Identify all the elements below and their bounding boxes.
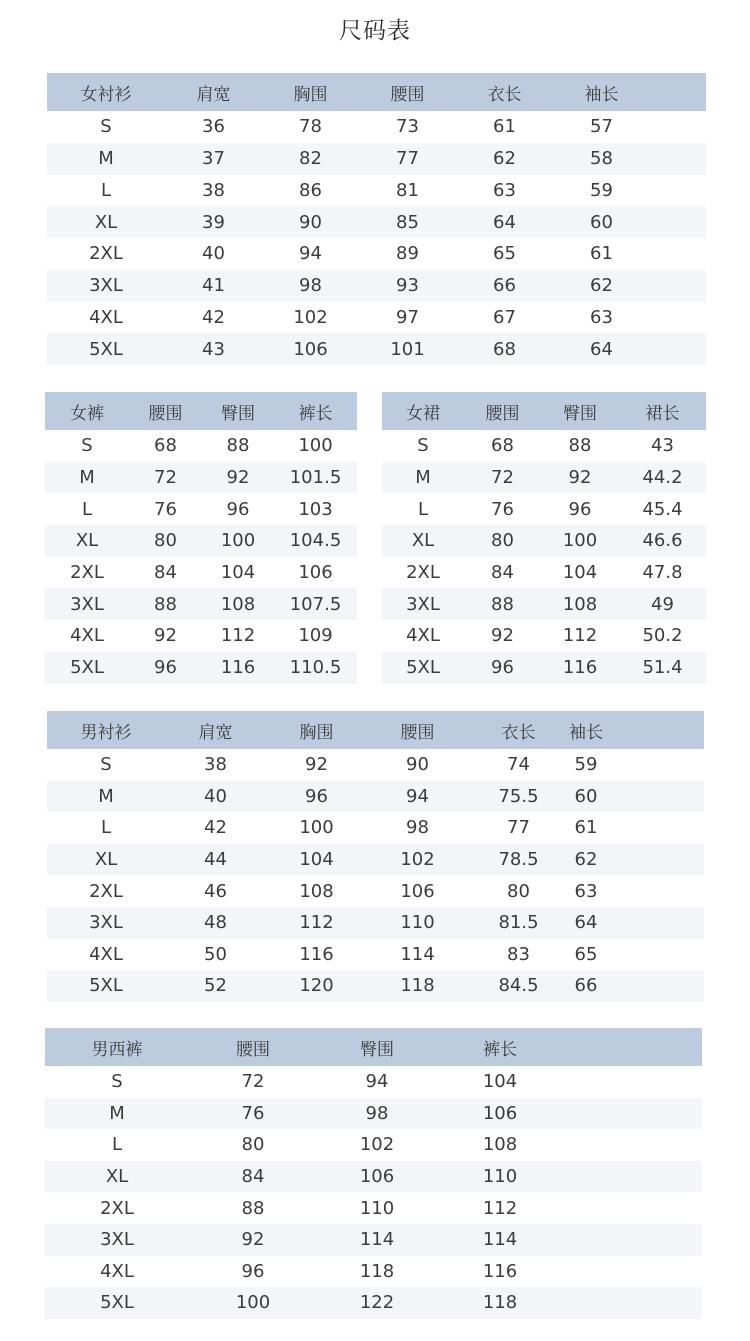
header-cell: 衣长	[487, 84, 522, 105]
measurement-cell: 106	[482, 1102, 518, 1124]
measurement-cell: 96	[568, 498, 592, 520]
measurement-cell: 72	[491, 467, 514, 489]
measurement-cell: 88	[568, 435, 592, 457]
size-cell: 4XL	[70, 625, 104, 647]
table-row	[382, 620, 706, 652]
size-cell: 3XL	[70, 593, 104, 615]
measurement-cell: 92	[305, 754, 328, 776]
table-row	[47, 875, 704, 907]
measurement-cell: 38	[204, 754, 227, 776]
measurement-cell: 40	[204, 785, 227, 807]
measurement-cell: 118	[400, 975, 435, 997]
measurement-cell: 116	[299, 943, 334, 965]
measurement-cell: 100	[220, 530, 256, 552]
mens-shirt-size-table	[47, 711, 704, 1002]
header-cell: 臀围	[221, 403, 255, 424]
table-row	[45, 1224, 702, 1256]
measurement-cell: 82	[299, 148, 322, 170]
header-cell: 袖长	[584, 84, 619, 105]
measurement-cell: 80	[241, 1134, 265, 1156]
measurement-cell: 84	[491, 562, 514, 584]
measurement-cell: 59	[574, 754, 598, 776]
measurement-cell: 89	[396, 243, 419, 265]
womens-shirt-size-table	[47, 73, 706, 365]
measurement-cell: 112	[562, 625, 598, 647]
table-row	[382, 557, 706, 589]
measurement-cell: 92	[154, 625, 177, 647]
measurement-cell: 58	[590, 148, 613, 170]
header-cell: 裤长	[298, 403, 333, 424]
measurement-cell: 114	[482, 1229, 518, 1251]
size-cell: 4XL	[100, 1260, 134, 1282]
measurement-cell: 76	[154, 498, 177, 520]
measurement-cell: 100	[299, 817, 334, 839]
measurement-cell: 76	[241, 1102, 265, 1124]
header-cell: 女衬衫	[80, 84, 132, 105]
header-cell: 裙长	[645, 403, 680, 424]
table-row	[47, 844, 704, 876]
table-row	[47, 907, 704, 939]
measurement-cell: 61	[590, 243, 613, 265]
header-cell: 裤长	[483, 1039, 517, 1060]
table-row	[382, 525, 706, 557]
measurement-cell: 92	[491, 625, 514, 647]
measurement-cell: 108	[482, 1134, 518, 1156]
measurement-cell: 98	[299, 275, 322, 297]
measurement-cell: 76	[491, 498, 514, 520]
measurement-cell: 65	[574, 943, 598, 965]
measurement-cell: 112	[220, 625, 256, 647]
table-row	[45, 588, 357, 620]
measurement-cell: 114	[400, 943, 435, 965]
table-row	[45, 493, 357, 525]
measurement-cell: 62	[590, 275, 613, 297]
table-row	[382, 588, 706, 620]
measurement-cell: 107.5	[289, 593, 342, 615]
size-cell: 3XL	[100, 1229, 134, 1251]
measurement-cell: 106	[298, 562, 333, 584]
measurement-cell: 57	[590, 116, 613, 138]
size-cell: 4XL	[89, 943, 123, 965]
size-cell: M	[415, 467, 431, 489]
measurement-cell: 96	[154, 657, 177, 679]
measurement-cell: 116	[220, 657, 256, 679]
measurement-cell: 108	[299, 880, 334, 902]
size-cell: XL	[94, 849, 118, 871]
size-cell: 4XL	[406, 625, 440, 647]
measurement-cell: 90	[299, 211, 322, 233]
measurement-cell: 108	[220, 593, 256, 615]
measurement-cell: 68	[491, 435, 514, 457]
table-row	[45, 1192, 702, 1224]
measurement-cell: 62	[493, 148, 516, 170]
measurement-cell: 122	[359, 1292, 395, 1314]
table-row	[382, 462, 706, 494]
size-cell: 3XL	[89, 275, 123, 297]
measurement-cell: 84.5	[498, 975, 539, 997]
measurement-cell: 60	[574, 785, 598, 807]
measurement-cell: 103	[298, 498, 333, 520]
measurement-cell: 83	[507, 943, 530, 965]
size-cell: S	[100, 116, 112, 138]
table-row	[47, 749, 704, 781]
measurement-cell: 93	[396, 275, 419, 297]
measurement-cell: 66	[574, 975, 598, 997]
table-row	[47, 781, 704, 813]
measurement-cell: 109	[298, 625, 333, 647]
header-cell: 肩宽	[196, 84, 231, 105]
measurement-cell: 72	[241, 1071, 265, 1093]
table-header	[47, 711, 704, 749]
size-cell: 5XL	[70, 657, 104, 679]
size-cell: L	[111, 1134, 123, 1156]
size-cell: S	[111, 1071, 123, 1093]
header-cell: 男西裤	[91, 1039, 143, 1060]
size-cell: M	[109, 1102, 125, 1124]
measurement-cell: 116	[562, 657, 598, 679]
measurement-cell: 100	[235, 1292, 271, 1314]
measurement-cell: 118	[359, 1260, 395, 1282]
measurement-cell: 74	[507, 754, 530, 776]
header-cell: 臀围	[563, 403, 597, 424]
size-cell: L	[100, 179, 112, 201]
header-cell: 男衬衫	[80, 722, 132, 743]
measurement-cell: 36	[202, 116, 225, 138]
measurement-cell: 38	[202, 179, 225, 201]
measurement-cell: 62	[574, 849, 598, 871]
measurement-cell: 94	[406, 785, 429, 807]
measurement-cell: 88	[154, 593, 177, 615]
measurement-cell: 64	[493, 211, 516, 233]
table-row	[47, 970, 704, 1002]
measurement-cell: 92	[568, 467, 592, 489]
measurement-cell: 60	[590, 211, 613, 233]
measurement-cell: 42	[202, 306, 225, 328]
table-row	[382, 652, 706, 684]
header-cell: 肩宽	[198, 722, 233, 743]
header-cell: 腰围	[236, 1039, 270, 1060]
table-row	[47, 175, 706, 207]
measurement-cell: 68	[154, 435, 177, 457]
size-cell: L	[81, 498, 93, 520]
measurement-cell: 61	[493, 116, 516, 138]
table-row	[45, 557, 357, 589]
measurement-cell: 94	[299, 243, 322, 265]
measurement-cell: 50	[204, 943, 227, 965]
measurement-cell: 94	[365, 1071, 389, 1093]
measurement-cell: 73	[396, 116, 419, 138]
size-cell: S	[100, 754, 112, 776]
womens-skirt-size-table	[382, 392, 706, 684]
measurement-cell: 81	[396, 179, 419, 201]
measurement-cell: 112	[482, 1197, 518, 1219]
measurement-cell: 110	[359, 1197, 395, 1219]
measurement-cell: 110.5	[289, 657, 342, 679]
measurement-cell: 43	[651, 435, 674, 457]
measurement-cell: 106	[359, 1166, 395, 1188]
size-cell: XL	[94, 211, 118, 233]
size-cell: M	[79, 467, 95, 489]
measurement-cell: 98	[365, 1102, 389, 1124]
table-header	[45, 1028, 702, 1066]
table-row	[382, 493, 706, 525]
measurement-cell: 102	[400, 849, 435, 871]
size-cell: 5XL	[89, 975, 123, 997]
measurement-cell: 63	[574, 880, 598, 902]
size-cell: S	[81, 435, 93, 457]
table-row	[45, 1129, 702, 1161]
table-row	[47, 206, 706, 238]
measurement-cell: 46.6	[642, 530, 683, 552]
measurement-cell: 47.8	[642, 562, 683, 584]
measurement-cell: 40	[202, 243, 225, 265]
measurement-cell: 84	[154, 562, 177, 584]
table-row	[45, 620, 357, 652]
measurement-cell: 67	[493, 306, 516, 328]
table-row	[45, 1066, 702, 1098]
header-cell: 袖长	[569, 722, 603, 743]
size-cell: 5XL	[89, 338, 123, 360]
header-cell: 腰围	[400, 722, 435, 743]
measurement-cell: 98	[406, 817, 429, 839]
size-cell: 5XL	[406, 657, 440, 679]
size-cell: XL	[411, 530, 435, 552]
table-row	[47, 333, 706, 365]
measurement-cell: 88	[226, 435, 250, 457]
measurement-cell: 75.5	[498, 785, 539, 807]
measurement-cell: 63	[590, 306, 613, 328]
table-row	[45, 525, 357, 557]
measurement-cell: 112	[299, 912, 334, 934]
header-cell: 女裙	[406, 403, 440, 424]
measurement-cell: 88	[241, 1197, 265, 1219]
measurement-cell: 77	[396, 148, 419, 170]
measurement-cell: 106	[400, 880, 435, 902]
measurement-cell: 96	[305, 785, 328, 807]
measurement-cell: 66	[493, 275, 516, 297]
measurement-cell: 110	[482, 1166, 518, 1188]
measurement-cell: 100	[298, 435, 333, 457]
measurement-cell: 43	[202, 338, 225, 360]
measurement-cell: 48	[204, 912, 227, 934]
measurement-cell: 80	[154, 530, 177, 552]
measurement-cell: 92	[226, 467, 250, 489]
size-cell: 4XL	[89, 306, 123, 328]
table-row	[47, 939, 704, 971]
measurement-cell: 65	[493, 243, 516, 265]
measurement-cell: 88	[491, 593, 514, 615]
header-cell: 衣长	[501, 722, 536, 743]
size-cell: L	[100, 817, 112, 839]
measurement-cell: 116	[482, 1260, 518, 1282]
measurement-cell: 100	[562, 530, 598, 552]
measurement-cell: 78	[299, 116, 322, 138]
table-row	[47, 111, 706, 143]
table-row	[45, 1098, 702, 1130]
measurement-cell: 120	[299, 975, 334, 997]
size-cell: L	[417, 498, 429, 520]
measurement-cell: 96	[226, 498, 250, 520]
page-title: 尺码表	[339, 18, 411, 44]
table-row	[45, 1287, 702, 1319]
mens-trousers-size-table	[45, 1028, 702, 1319]
measurement-cell: 104	[482, 1071, 518, 1093]
size-cell: 5XL	[100, 1292, 134, 1314]
measurement-cell: 39	[202, 211, 225, 233]
header-cell: 胸围	[299, 722, 334, 743]
size-cell: 3XL	[89, 912, 123, 934]
measurement-cell: 101.5	[289, 467, 342, 489]
header-cell: 女裤	[70, 403, 104, 424]
measurement-cell: 44.2	[642, 467, 683, 489]
measurement-cell: 80	[491, 530, 514, 552]
size-cell: 3XL	[406, 593, 440, 615]
table-row	[47, 143, 706, 175]
table-header	[47, 73, 706, 111]
measurement-cell: 80	[507, 880, 530, 902]
measurement-cell: 86	[299, 179, 322, 201]
table-row	[45, 1256, 702, 1288]
size-cell: 2XL	[89, 880, 123, 902]
table-row	[45, 652, 357, 684]
measurement-cell: 104	[299, 849, 334, 871]
size-cell: 2XL	[70, 562, 104, 584]
measurement-cell: 63	[493, 179, 516, 201]
measurement-cell: 114	[359, 1229, 395, 1251]
measurement-cell: 59	[590, 179, 613, 201]
size-cell: XL	[75, 530, 99, 552]
table-row	[47, 812, 704, 844]
measurement-cell: 102	[293, 306, 328, 328]
measurement-cell: 104.5	[289, 530, 342, 552]
size-cell: 2XL	[89, 243, 123, 265]
measurement-cell: 84	[241, 1166, 265, 1188]
measurement-cell: 110	[400, 912, 435, 934]
measurement-cell: 97	[396, 306, 419, 328]
table-header	[45, 392, 357, 430]
measurement-cell: 102	[359, 1134, 395, 1156]
measurement-cell: 50.2	[642, 625, 683, 647]
measurement-cell: 77	[507, 817, 530, 839]
table-row	[47, 302, 706, 334]
measurement-cell: 106	[293, 338, 328, 360]
measurement-cell: 104	[220, 562, 256, 584]
measurement-cell: 104	[562, 562, 598, 584]
measurement-cell: 108	[562, 593, 598, 615]
size-cell: M	[98, 148, 114, 170]
table-row	[45, 462, 357, 494]
measurement-cell: 49	[651, 593, 674, 615]
measurement-cell: 101	[390, 338, 425, 360]
header-cell: 腰围	[485, 403, 520, 424]
size-cell: XL	[105, 1166, 129, 1188]
measurement-cell: 90	[406, 754, 429, 776]
table-row	[382, 430, 706, 462]
measurement-cell: 92	[241, 1229, 265, 1251]
measurement-cell: 72	[154, 467, 177, 489]
table-row	[47, 270, 706, 302]
measurement-cell: 68	[493, 338, 516, 360]
size-cell: S	[417, 435, 429, 457]
measurement-cell: 78.5	[498, 849, 539, 871]
size-cell: 2XL	[100, 1197, 134, 1219]
measurement-cell: 64	[574, 912, 598, 934]
table-header	[382, 392, 706, 430]
measurement-cell: 51.4	[642, 657, 683, 679]
size-cell: M	[98, 785, 114, 807]
measurement-cell: 81.5	[498, 912, 539, 934]
table-row	[47, 238, 706, 270]
womens-pants-size-table	[45, 392, 357, 684]
measurement-cell: 42	[204, 817, 227, 839]
measurement-cell: 45.4	[642, 498, 683, 520]
header-cell: 腰围	[148, 403, 183, 424]
measurement-cell: 64	[590, 338, 613, 360]
measurement-cell: 44	[204, 849, 227, 871]
measurement-cell: 61	[574, 817, 598, 839]
measurement-cell: 96	[491, 657, 514, 679]
measurement-cell: 37	[202, 148, 225, 170]
measurement-cell: 41	[202, 275, 225, 297]
measurement-cell: 52	[204, 975, 227, 997]
measurement-cell: 96	[241, 1260, 265, 1282]
size-cell: 2XL	[406, 562, 440, 584]
header-cell: 臀围	[360, 1039, 394, 1060]
header-cell: 腰围	[390, 84, 425, 105]
measurement-cell: 46	[204, 880, 227, 902]
table-row	[45, 1161, 702, 1193]
measurement-cell: 85	[396, 211, 419, 233]
header-cell: 胸围	[293, 84, 328, 105]
table-row	[45, 430, 357, 462]
measurement-cell: 118	[482, 1292, 518, 1314]
